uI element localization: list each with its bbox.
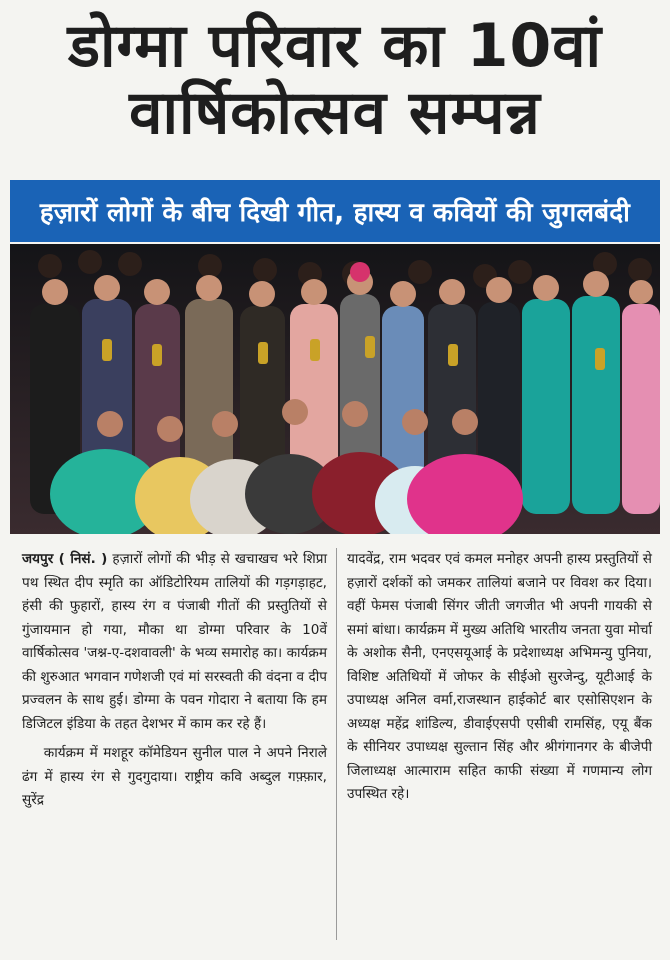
- article-paragraph: [22, 548, 327, 736]
- headline-line-2: वार्षिकोत्सव सम्पन्न: [129, 77, 541, 148]
- article-column-1: [22, 548, 327, 948]
- group-photo: [10, 244, 660, 534]
- dateline: जयपुर ( निसं. ): [22, 551, 108, 567]
- headline: [0, 11, 670, 148]
- article-paragraph: कार्यक्रम में मशहूर कॉमेडियन सुनील पाल ने अपने निराले ढंग में हास्य रंग से गुदगुदाया। राष्ट्रीय कवि अब्दुल गफ़्फ़ार, सुरेंद्र: [22, 745, 327, 808]
- group-photo-icon: [10, 244, 660, 534]
- article-paragraph: यादवेंद्र, राम भदवर एवं कमल मनोहर अपनी हास्य प्रस्तुतियों से हज़ारों दर्शकों को जमकर तालियां बजाने पर विवश कर दिया। वहीं फेमस पंजाबी सिंगर जीती जगजीत भी अपनी गायकी से समां बांधा। कार्यक्रम में मुख्य अतिथि भारतीय जनता युवा मोर्चा के अशोक सैनी, एनएसयूआई के प्रदेशाध्यक्ष अभिमन्यु पुनिया, विशिष्ट अतिथियों में जोफर के सीईओ सुरजेन्दु, यूटीआई के उपाध्यक्ष अनिल वर्मा,राजस्थान हाईकोर्ट बार एसोसिएशन के अध्यक्ष महेंद्र शांडिल्य, डीवाईएसपी एसीबी रामसिंह, एयू बैंक के सीनियर उपाध्यक्ष सुल्तान सिंह और श्रीगंगानगर के बीजेपी जिलाध्यक्ष आत्माराम सहित काफी संख्या में गणमान्य लोग उपस्थित रहे।: [347, 551, 652, 802]
- paragraph-text: हज़ारों लोगों की भीड़ से खचाखच भरे शिप्रा पथ स्थित दीप स्मृति का ऑडिटोरियम तालियों की गड़गड़ाहट, हंसी की फुहारों, हास्य रंग व पंजाबी गीतों की प्रस्तुतियों से गुंजायमान हो गया, मौका था डोग्मा परिवार के 10वें वार्षिकोत्सव 'जश्न-ए-दशवावली' के भव्य समारोह का। कार्यक्रम की शुरुआत भगवान गणेशजी एवं मां सरस्वती की वंदना व दीप प्रज्वलन के साथ हुई। डोग्मा के पवन गोदारा ने बताया कि हम डिजिटल इंडिया के तहत देशभर में काम कर रहे हैं।: [22, 551, 328, 732]
- subheadline-text: हज़ारों लोगों के बीच दिखी गीत, हास्य व कवियों की जुगलबंदी: [39, 198, 631, 228]
- subheadline-banner: [10, 180, 660, 242]
- column-divider: [336, 548, 337, 940]
- headline-line-1: डोग्मा परिवार का 10वां: [67, 11, 603, 81]
- article-body: [22, 548, 652, 948]
- article-column-2: [347, 548, 652, 948]
